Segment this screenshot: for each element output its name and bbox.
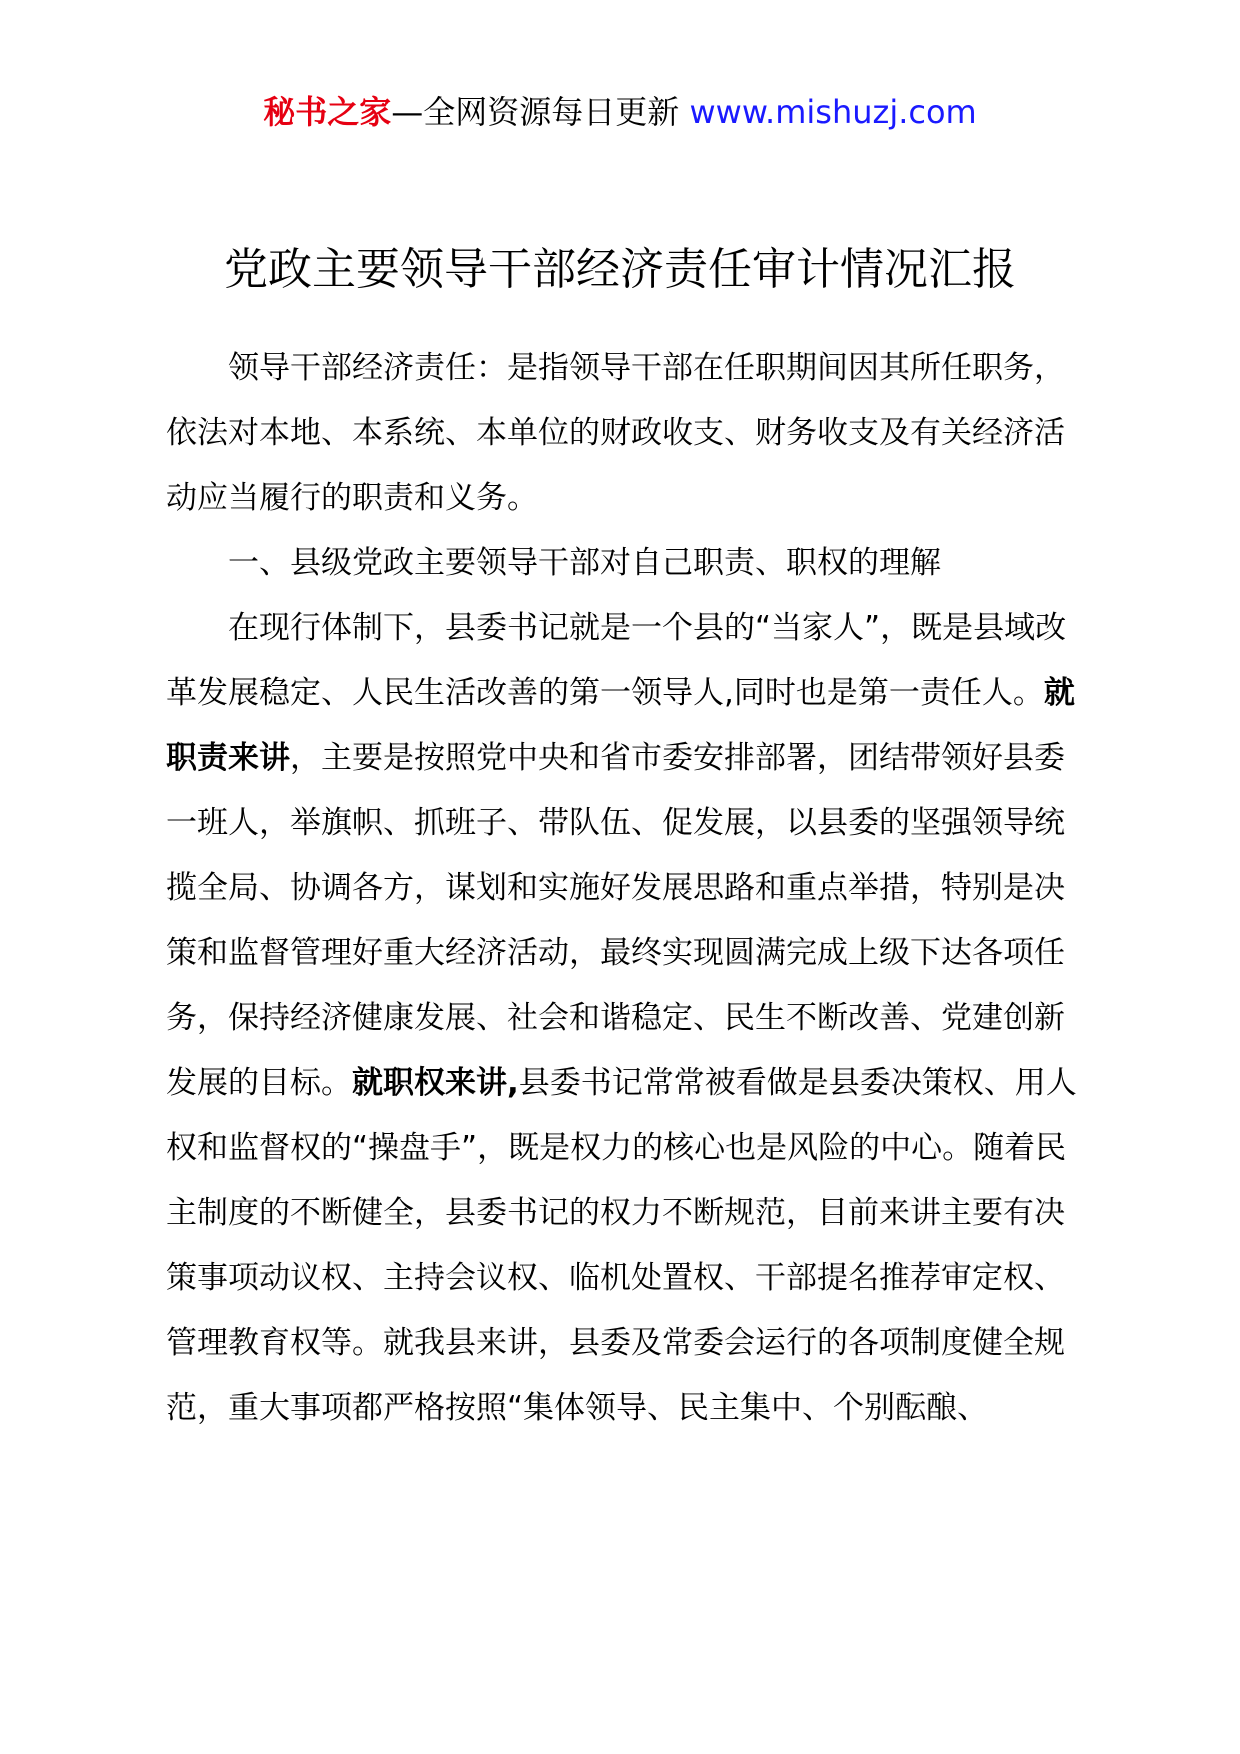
document-body [166, 336, 1086, 1441]
paragraph-text: 在现行体制下，县委书记就是一个县的“当家人”，既是县域改革发展稳定、人民生活改善的第一领导人,同时也是第一责任人。 [166, 610, 1067, 711]
site-url-link[interactable]: www.mishuzj.com [689, 93, 977, 131]
paragraph-text: ，主要是按照党中央和省市委安排部署，团结带领好县委一班人，举旗帜、抓班子、带队伍、促发展，以县委的坚强领导统揽全局、协调各方，谋划和实施好发展思路和重点举措，特别是决策和监督管理好重大经济活动，最终实现圆满完成上级下达各项任务，保持经济健康发展、社会和谐稳定、民生不断改善、党建创新发展的目标。 [166, 740, 1065, 1101]
bold-phrase-duties: 就职责来讲 [166, 675, 1075, 776]
bold-phrase-powers: 就职权来讲, [352, 1065, 519, 1101]
site-tagline: —全网资源每日更新 [391, 93, 690, 131]
paragraph-responsibilities [166, 596, 1086, 1441]
section-heading-1: 一、县级党政主要领导干部对自己职责、职权的理解 [228, 545, 941, 581]
document-title: 党政主要领导干部经济责任审计情况汇报 [224, 244, 1016, 295]
site-brand: 秘书之家 [263, 93, 392, 131]
paragraph-definition: 领导干部经济责任：是指领导干部在任职期间因其所任职务，依法对本地、本系统、本单位的财政收支、财务收支及有关经济活动应当履行的职责和义务。 [166, 350, 1065, 516]
site-header [0, 88, 1240, 136]
paragraph-text: 县委书记常常被看做是县委决策权、用人权和监督权的“操盘手”，既是权力的核心也是风险的中心。随着民主制度的不断健全，县委书记的权力不断规范，目前来讲主要有决策事项动议权、主持会议权、临机处置权、干部提名推荐审定权、管理教育权等。就我县来讲，县委及常委会运行的各项制度健全规范，重大事项都严格按照“集体领导、民主集中、个别酝酿、 [166, 1065, 1077, 1426]
